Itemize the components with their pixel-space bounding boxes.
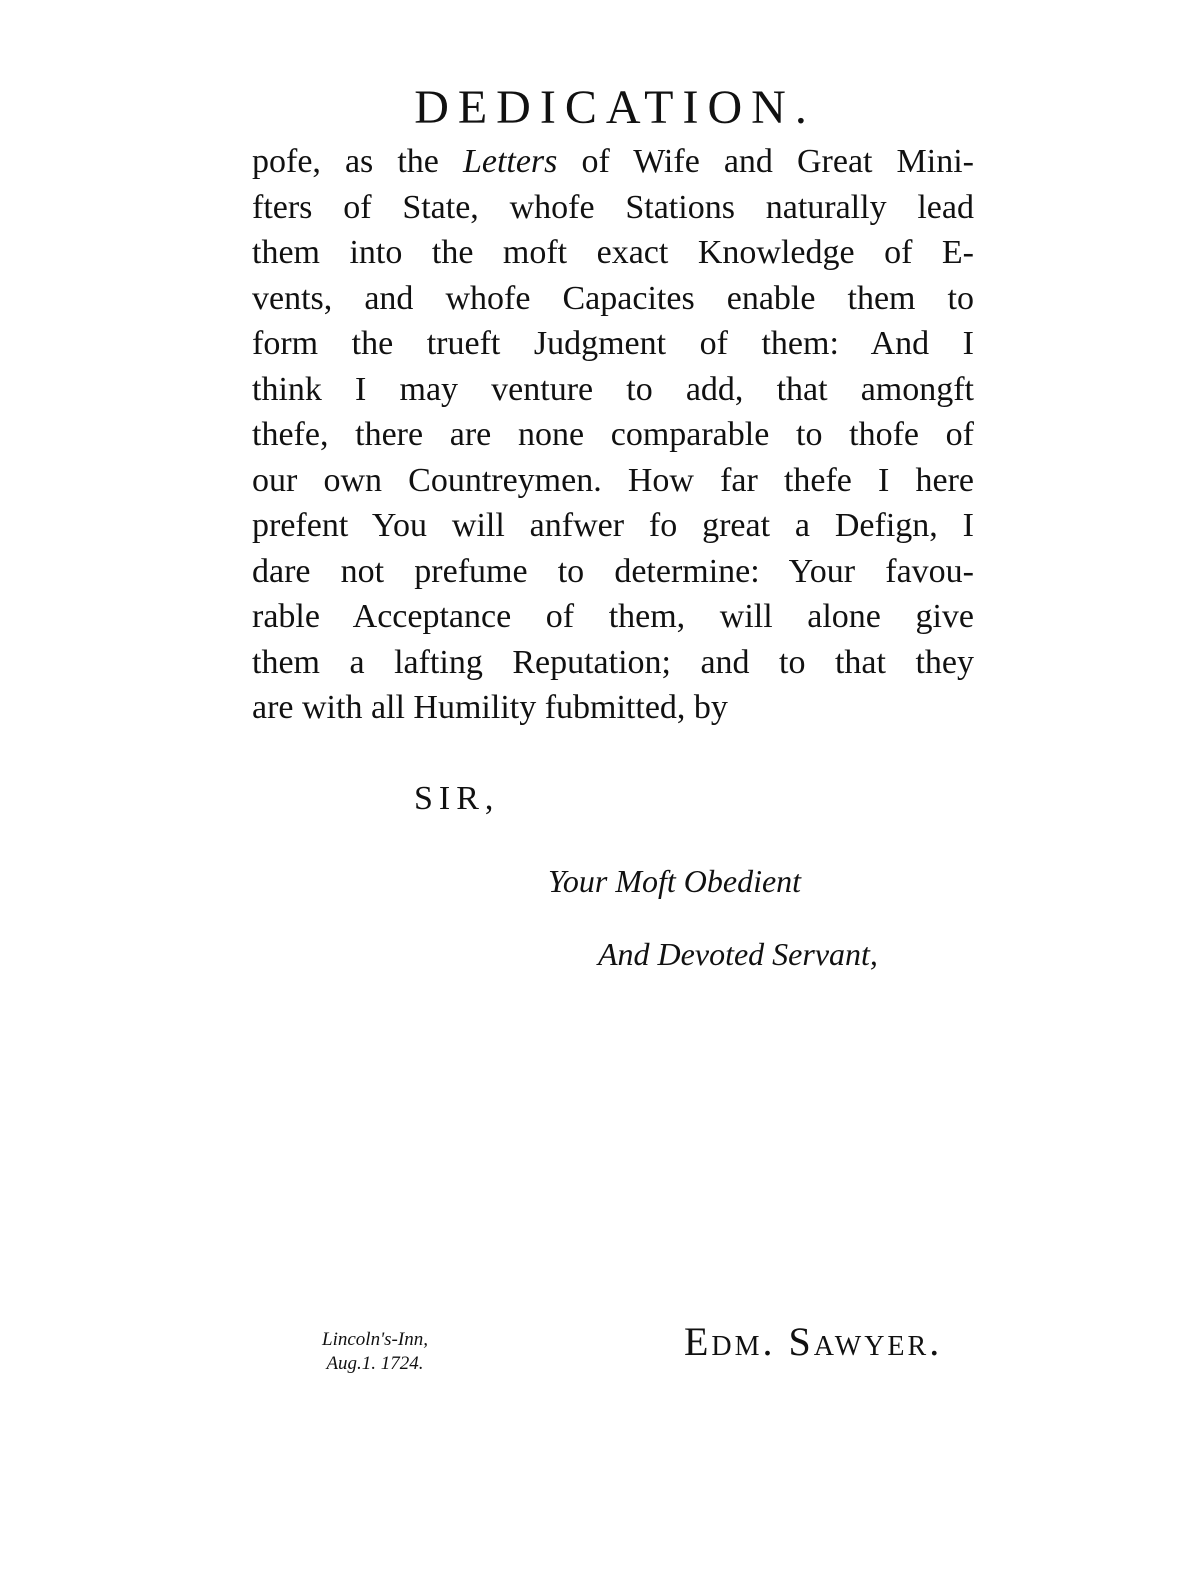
body-line: pofe, as the Letters of Wife and Great Mini- (252, 143, 974, 180)
body-line: dare not prefume to determine: Your favou- (252, 552, 974, 590)
salutation: SIR, (414, 780, 500, 817)
body-line: prefent You will anfwer fo great a Defign, I (252, 507, 974, 544)
body-line: them a lafting Reputation; and to that they (252, 643, 974, 681)
dedication-body (252, 139, 974, 731)
date: Aug.1. 1724. (326, 1353, 424, 1374)
closing-line-1: Your Moft Obedient (548, 863, 802, 899)
body-line: our own Countreymen. How far thefe I here (252, 461, 974, 499)
signature: Edm. Sawyer. (684, 1319, 943, 1364)
body-line: are with all Humility fubmitted, by (252, 689, 728, 726)
body-line: vents, and whofe Capacites enable them to (252, 279, 974, 317)
closing-line-2: And Devoted Servant, (598, 936, 878, 972)
italic-word: Letters (462, 143, 558, 180)
page-heading: DEDICATION. (414, 81, 816, 134)
body-line: fters of State, whofe Stations naturally lead (252, 188, 974, 226)
body-line: form the trueft Judgment of them: And I (252, 325, 974, 362)
place: Lincoln's-Inn, (322, 1329, 428, 1350)
body-line: rable Acceptance of them, will alone give (252, 598, 974, 635)
body-line: think I may venture to add, that amongft (252, 370, 974, 408)
place-date (290, 1328, 460, 1376)
body-line: them into the moft exact Knowledge of E- (252, 234, 974, 271)
body-line: thefe, there are none comparable to thofe of (252, 416, 974, 453)
